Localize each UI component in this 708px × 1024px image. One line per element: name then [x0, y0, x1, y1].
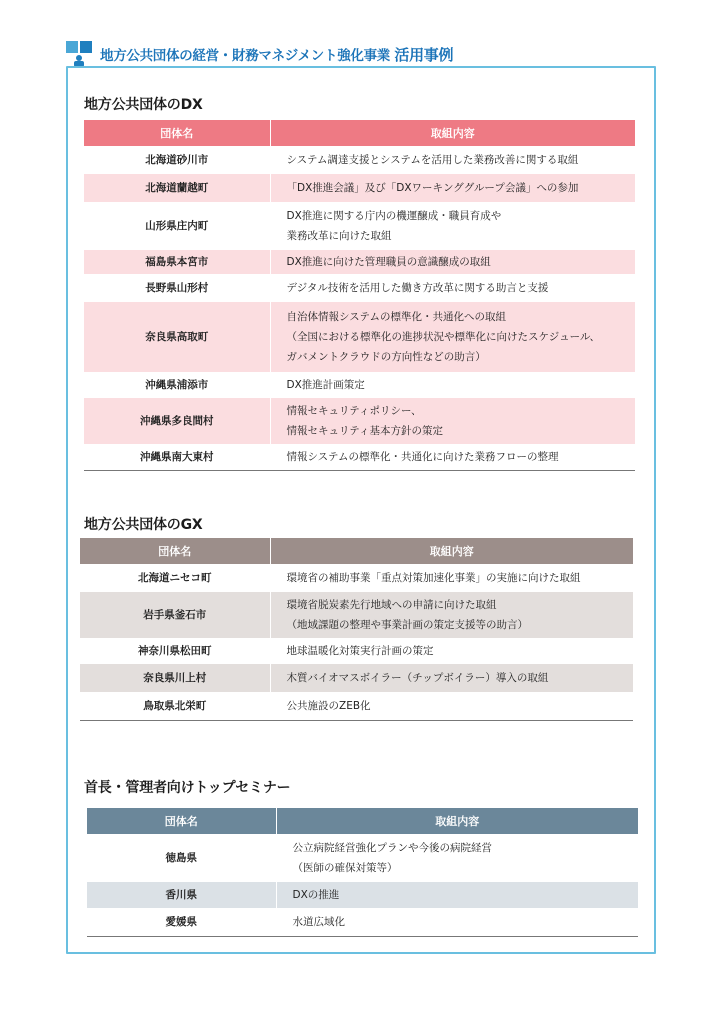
gx-col-content: 取組内容 [270, 538, 633, 564]
table-cell-content: 公共施設のZEB化 [270, 692, 633, 720]
table-cell-org: 福島県本宮市 [84, 250, 270, 274]
header-title: 地方公共団体の経営・財務マネジメント強化事業 活用事例 [100, 45, 454, 64]
seminar-section-title: 首長・管理者向けトップセミナー [84, 780, 291, 796]
gx-section-title: 地方公共団体のGX [84, 517, 203, 533]
table-cell-org: 山形県庄内町 [84, 202, 270, 250]
table-cell-org: 愛媛県 [87, 908, 276, 936]
seminar-col-org: 団体名 [87, 808, 276, 834]
table-cell-content: 環境省脱炭素先行地域への申請に向けた取組 （地域課題の整理や事業計画の策定支援等の助言） [270, 592, 633, 638]
dx-col-content: 取組内容 [270, 120, 635, 146]
table-cell-content: デジタル技術を活用した働き方改革に関する助言と支援 [286, 282, 549, 294]
table-cell-org: 奈良県高取町 [84, 302, 270, 372]
table-cell-content: 地球温暖化対策実行計画の策定 [286, 645, 434, 657]
gx-table [80, 538, 633, 721]
table-cell-org: 北海道ニセコ町 [80, 564, 270, 592]
table-cell-org: 徳島県 [87, 834, 276, 882]
seminar-table [87, 808, 638, 937]
table-cell-org: 岩手県釜石市 [80, 592, 270, 638]
table-cell-content: 情報システムの標準化・共通化に向けた業務フローの整理 [270, 444, 635, 470]
table-cell-org: 北海道蘭越町 [84, 174, 270, 202]
table-cell-org: 沖縄県浦添市 [84, 372, 270, 398]
table-cell-content: DXの推進 [276, 882, 638, 908]
gx-col-org: 団体名 [80, 538, 270, 564]
table-cell-content: 水道広域化 [276, 908, 638, 936]
table-cell-org: 沖縄県南大東村 [84, 444, 270, 470]
dx-section-title: 地方公共団体のDX [84, 97, 203, 113]
table-cell-content: 公立病院経営強化プランや今後の病院経営 （医師の確保対策等） [292, 842, 492, 874]
table-cell-org: 沖縄県多良間村 [84, 398, 270, 444]
seminar-col-content: 取組内容 [276, 808, 638, 834]
logo-icon [66, 41, 92, 67]
table-cell-content: DX推進に向けた管理職員の意識醸成の取組 [270, 250, 635, 274]
table-cell-org: 鳥取県北栄町 [80, 692, 270, 720]
table-cell-content: 情報セキュリティポリシー、 情報セキュリティ基本方針の策定 [270, 398, 635, 444]
table-cell-content: DX推進に関する庁内の機運醸成・職員育成や 業務改革に向けた取組 [286, 210, 502, 242]
table-cell-content: 木質バイオマスボイラー（チップボイラー）導入の取組 [270, 664, 633, 692]
table-cell-org: 長野県山形村 [84, 274, 270, 302]
table-cell-content: DX推進計画策定 [286, 379, 365, 391]
table-cell-org: 北海道砂川市 [84, 146, 270, 174]
table-cell-content: 環境省の補助事業「重点対策加速化事業」の実施に向けた取組 [286, 572, 581, 584]
dx-table [84, 120, 635, 471]
table-cell-content: 「DX推進会議」及び「DXワーキンググループ会議」への参加 [270, 174, 635, 202]
page-header [66, 41, 666, 67]
table-cell-org: 神奈川県松田町 [80, 638, 270, 664]
dx-col-org: 団体名 [84, 120, 270, 146]
table-cell-content: 自治体情報システムの標準化・共通化への取組 （全国における標準化の進捗状況や標準化に向けたスケジュール、 ガバメントクラウドの方向性などの助言） [270, 302, 635, 372]
table-cell-org: 奈良県川上村 [80, 664, 270, 692]
table-cell-org: 香川県 [87, 882, 276, 908]
table-cell-content: システム調達支援とシステムを活用した業務改善に関する取組 [286, 154, 579, 166]
